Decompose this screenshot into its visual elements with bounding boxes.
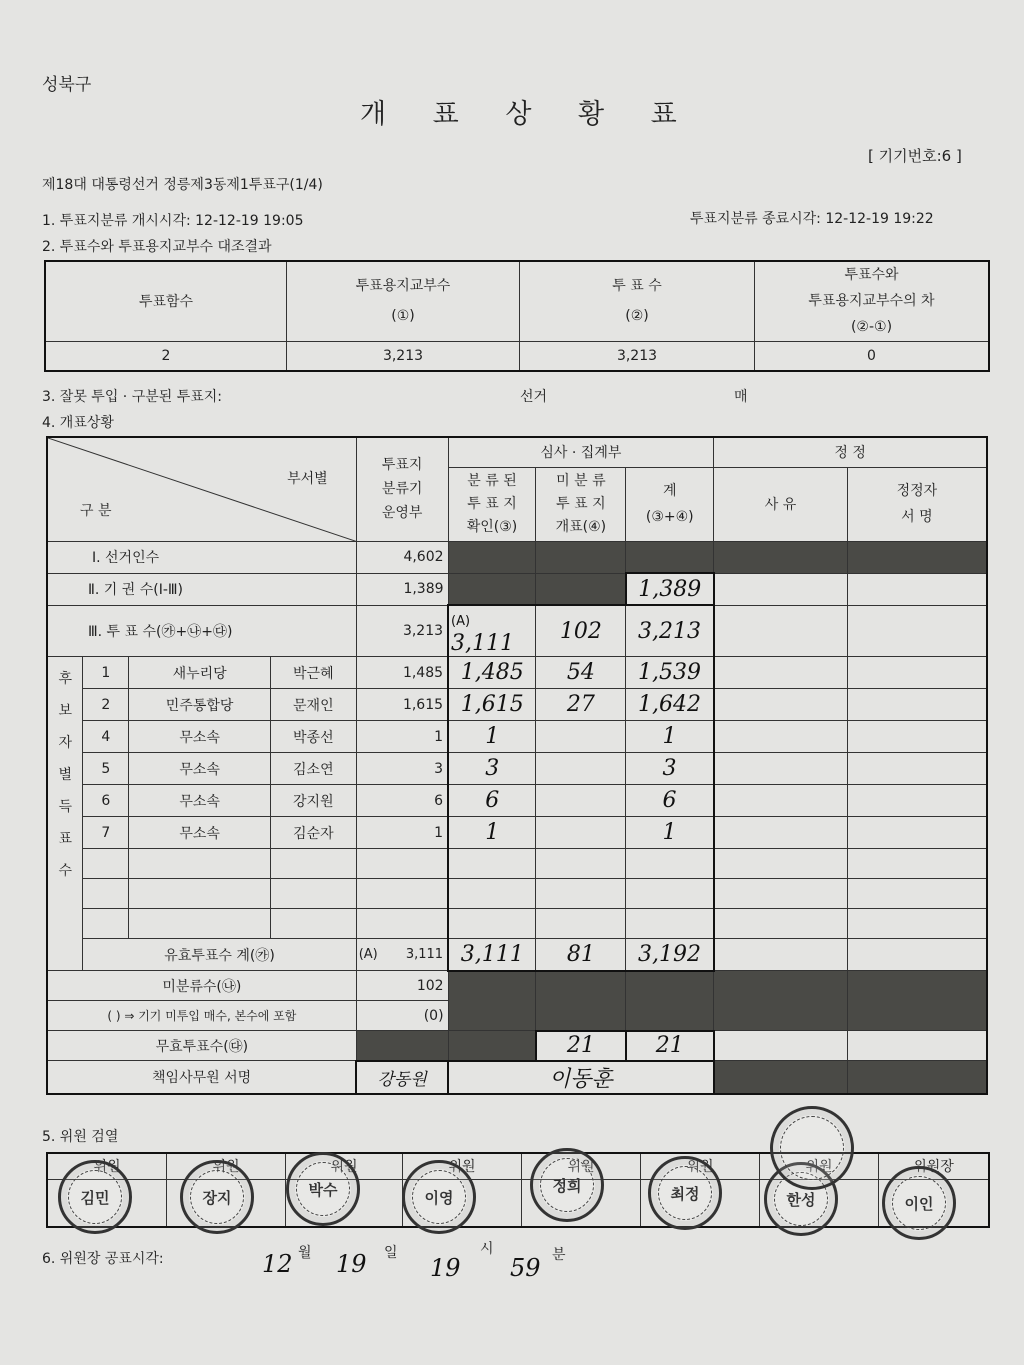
header-dept: 부서별 [287, 471, 328, 487]
diagonal-line [48, 438, 358, 542]
header-ballot-boxes: 투표함수 [45, 261, 287, 341]
announce-month: 12 [262, 1250, 293, 1278]
seal-stamp: 최정 [648, 1156, 722, 1230]
table-row [47, 849, 987, 879]
count-status-table [46, 436, 988, 1095]
sign-handwritten-1: 강동원 [356, 1061, 448, 1094]
value-difference: 0 [755, 341, 990, 371]
abstain-handwritten: 1,389 [626, 573, 714, 605]
month-unit: 월 [298, 1245, 312, 1261]
electors-value: 4,602 [356, 541, 448, 573]
header-review: 심사 · 집계부 [448, 437, 714, 467]
machine-number: [ 기기번호:6 ] [868, 147, 962, 165]
votes-value: 3,213 [356, 605, 448, 657]
section5-title: 5. 위원 검열 [42, 1129, 119, 1145]
table-row: 7 무소속 김순자 1 1 1 [47, 817, 987, 849]
ballot-count-table [44, 260, 990, 372]
row-valid: 유효투표수 계(㉮) [83, 939, 356, 971]
value-votes: 3,213 [520, 341, 755, 371]
district-label: 성북구 [42, 75, 92, 95]
header-signer: 정정자 서 명 [847, 467, 987, 541]
seal-stamp: 이영 [402, 1160, 476, 1234]
seal-stamp: 정희 [530, 1148, 604, 1222]
table-row: 6 무소속 강지원 6 6 6 [47, 785, 987, 817]
row-abstain: Ⅱ. 기 권 수(Ⅰ-Ⅲ) [47, 573, 356, 605]
sign-handwritten-2: 이동훈 [448, 1061, 714, 1094]
section4-title: 4. 개표상황 [42, 415, 114, 431]
seal-stamp: 장지 [180, 1160, 254, 1234]
row-unsorted: 미분류수(㉯) [47, 971, 356, 1001]
section3-unit-sheets: 매 [734, 389, 748, 405]
seal-stamp: 한성 [764, 1162, 838, 1236]
row-invalid: 무효투표수(㉰) [47, 1031, 356, 1061]
header-reason: 사 유 [714, 467, 848, 541]
value-ballot-boxes: 2 [45, 341, 287, 371]
document-title: 개 표 상 황 표 [360, 99, 679, 130]
side-label-cell: 후 보 자 별 득 표 수 [47, 657, 83, 971]
hour-unit: 시 [480, 1241, 494, 1257]
announce-day: 19 [336, 1250, 367, 1278]
value-issued: 3,213 [287, 341, 520, 371]
unsorted-note-value: (0) [356, 1001, 448, 1031]
header-operator: 투표지 분류기 운영부 [356, 437, 448, 541]
table-row [47, 909, 987, 939]
header-total: 계 (③+④) [626, 467, 714, 541]
table-row: 후 보 자 별 득 표 수 1 새누리당 박근혜 1,485 1,485 54 1,539 [47, 657, 987, 689]
header-correction: 정 정 [714, 437, 987, 467]
row-sign: 책임사무원 서명 [47, 1061, 356, 1094]
table-row: 유효투표수 계(㉮) (A) 3,111 3,111 81 3,192 [47, 939, 987, 971]
invalid-hw-1: 21 [536, 1031, 626, 1061]
votes-sorted-cell: (A) 3,111 [448, 605, 536, 657]
seal-stamp: 박수 [286, 1152, 360, 1226]
invalid-hw-2: 21 [626, 1031, 714, 1061]
header-difference: 투표수와 투표용지교부수의 차 (②-①) [755, 261, 990, 341]
table-row: 5 무소속 김소연 3 3 3 [47, 753, 987, 785]
election-subtitle: 제18대 대통령선거 정릉제3동제1투표구(1/4) [42, 177, 323, 193]
header-issued: 투표용지교부수 (①) [287, 261, 520, 341]
header-votes: 투 표 수 (②) [520, 261, 755, 341]
header-class-cell [47, 437, 356, 541]
abstain-value: 1,389 [356, 573, 448, 605]
sort-start-time: 1. 투표지분류 개시시각: 12-12-19 19:05 [42, 213, 304, 229]
section2-title: 2. 투표수와 투표용지교부수 대조결과 [42, 239, 272, 255]
announce-minute: 59 [510, 1254, 541, 1282]
row-unsorted-note: ( ) ⇒ 기기 미투입 매수, 본수에 포함 [47, 1001, 356, 1031]
section3-label: 3. 잘못 투입 · 구분된 투표지: [42, 389, 223, 405]
minute-unit: 분 [552, 1247, 566, 1263]
sort-end-time: 투표지분류 종료시각: 12-12-19 19:22 [690, 211, 934, 227]
header-class: 구 분 [80, 503, 112, 519]
header-sorted: 분 류 된 투 표 지 확인(③) [448, 467, 536, 541]
section6-label: 6. 위원장 공표시각: [42, 1251, 164, 1267]
votes-unsorted-hw: 102 [536, 605, 626, 657]
seal-stamp: 김민 [58, 1160, 132, 1234]
row-votes: Ⅲ. 투 표 수(㉮+㉯+㉰) [47, 605, 356, 657]
table-row [47, 879, 987, 909]
committee-table: 위원 위원 위원 위원 위원 위원 위원 위원장 [46, 1152, 990, 1228]
day-unit: 일 [384, 1245, 398, 1261]
unsorted-value: 102 [356, 971, 448, 1001]
seal-stamp: 이인 [882, 1166, 956, 1240]
header-unsorted: 미 분 류 투 표 지 개표(④) [536, 467, 626, 541]
votes-total-hw: 3,213 [626, 605, 714, 657]
seal-stamp-overlap [770, 1106, 854, 1190]
valid-value-cell: (A) 3,111 [356, 939, 448, 971]
table-row: 4 무소속 박종선 1 1 1 [47, 721, 987, 753]
table-row: 2 민주통합당 문재인 1,615 1,615 27 1,642 [47, 689, 987, 721]
section3-unit-election: 선거 [520, 389, 548, 405]
row-electors: Ⅰ. 선거인수 [47, 541, 356, 573]
announce-hour: 19 [430, 1254, 461, 1282]
